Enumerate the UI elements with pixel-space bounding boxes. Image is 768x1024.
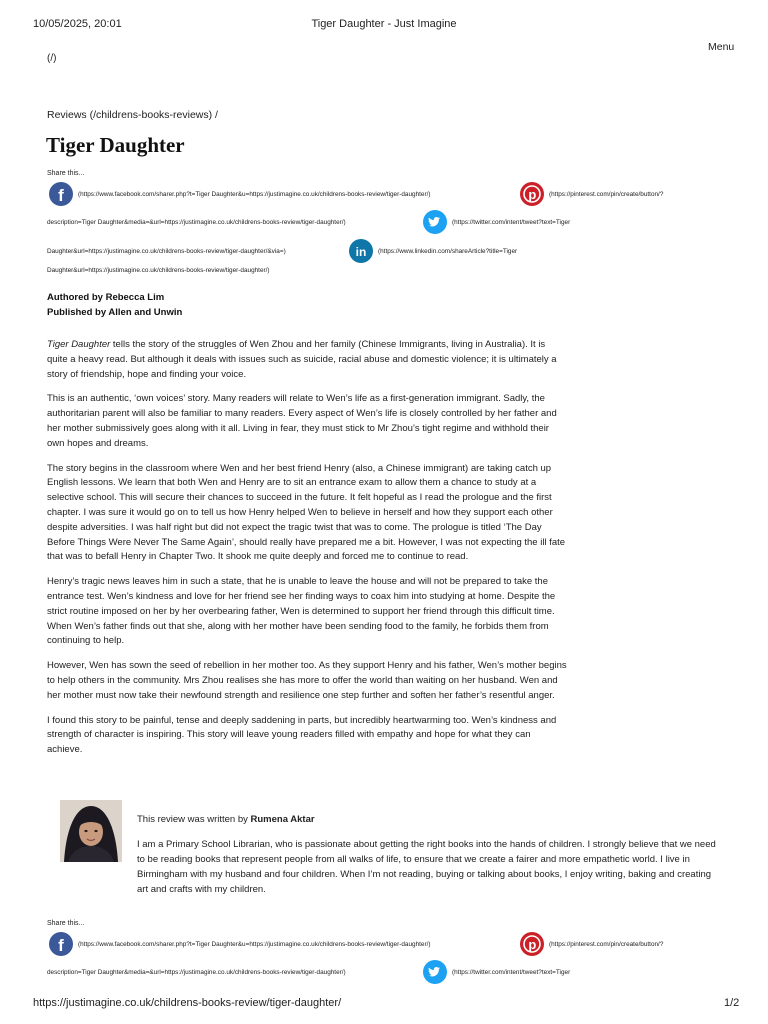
twitter-share-link[interactable]: (https://twitter.com/intent/tweet?text=Tiger xyxy=(452,219,571,226)
book-title-italic: Tiger Daughter xyxy=(47,339,111,350)
paragraph-2: This is an authentic, ‘own voices’ story. Many readers will relate to Wen’s life as a first-generation immigrant. Sadly, the authoritarian parent will also be familiar to many readers. Every aspect of Wen’s life is closely controlled by her father and her mother submissively goes along with it all. Living in fear, they must stick to Mr Zhou’s tight regime and withhold their own hopes and dreams. xyxy=(47,393,557,449)
paragraph-5: However, Wen has sown the seed of rebellion in her mother too. As they support Henry and his father, Wen’s mother begins to help others in the community. Mrs Zhou realises she has more to offer the world than waiting on her husband. Wen and her mother must now take their newfound strength and resilience one step further and soften her father’s resentful anger. xyxy=(47,660,567,701)
share-row-bottom-2 xyxy=(47,960,727,988)
reviewer-box xyxy=(60,800,720,900)
svg-text:p: p xyxy=(528,186,537,202)
facebook-share-link[interactable]: (https://www.facebook.com/sharer.php?t=Tiger Daughter&u=https://justimagine.co.uk/childrens-books-review/tiger-daughter/) xyxy=(78,191,431,198)
home-link[interactable]: (/) xyxy=(47,53,57,64)
pinterest-icon[interactable] xyxy=(520,182,544,206)
facebook-share-link[interactable]: (https://www.facebook.com/sharer.php?t=Tiger Daughter&u=https://justimagine.co.uk/childrens-books-review/tiger-daughter/) xyxy=(78,941,431,948)
paragraph-4: Henry’s tragic news leaves him in such a state, that he is unable to leave the house and will not be prepared to take the entrance test. Wen’s kindness and love for her friend see her finding ways to coax him into studying at home. Despite the strict routine imposed on her by her overbearing father, Wen is determined to support her friend through this difficult time. When Wen’s father finds out that she, along with her mother have been sending food to the family, he forbids them from continuing to help. xyxy=(47,576,556,647)
twitter-share-link-cont[interactable]: Daughter&url=https://justimagine.co.uk/childrens-books-review/tiger-daughter/&via=) xyxy=(47,248,286,255)
linkedin-share-link-cont[interactable]: Daughter&url=https://justimagine.co.uk/childrens-books-review/tiger-daughter/) xyxy=(47,267,270,274)
menu-link[interactable]: Menu xyxy=(708,41,735,53)
page-number: 1/2 xyxy=(724,997,740,1009)
paragraph-3: The story begins in the classroom where Wen and her best friend Henry (also, a Chinese immigrant) are taking catch up English lessons. We learn that both Wen and Henry are to sit an entrance exam to allow them a chance to study at a selective school. This will secure their chances to succeed in the future. It felt hopeful as I read the prologue and the first chapter. I was sure it would go on to tell us how Henry helped Wen to believe in herself and how they support each other despite adversities. I was half right but did not expect the tragic twist that was to come. The prologue is titled ‘The Day Before Things Were Never The Same Again’, should really have prepared me a bit. However, I was not expecting the ill fate that was to befall Henry in Chapter Two. It shook me quite deeply and forced me to continue to read. xyxy=(47,462,566,563)
svg-text:p: p xyxy=(528,936,537,952)
review-body xyxy=(47,338,567,768)
print-date: 10/05/2025, 20:01 xyxy=(33,18,122,30)
pinterest-share-link[interactable]: (https://pinterest.com/pin/create/button/? xyxy=(549,191,664,198)
page-title: Tiger Daughter xyxy=(46,133,185,157)
share-label-bottom: Share this... xyxy=(47,920,85,927)
avatar xyxy=(60,800,122,862)
svg-text:f: f xyxy=(58,936,64,955)
pinterest-icon[interactable] xyxy=(520,932,544,956)
pinterest-share-link[interactable]: (https://pinterest.com/pin/create/button/? xyxy=(549,941,664,948)
twitter-icon[interactable] xyxy=(423,210,447,234)
pinterest-share-link-cont[interactable]: description=Tiger Daughter&media=&url=https://justimagine.co.uk/childrens-books-review/tiger-daughter/) xyxy=(47,219,346,226)
twitter-share-link[interactable]: (https://twitter.com/intent/tweet?text=Tiger xyxy=(452,969,571,976)
share-row-4 xyxy=(47,258,727,286)
share-row-2 xyxy=(47,210,727,238)
reviewer-credit xyxy=(137,814,315,825)
pinterest-share-link-cont[interactable]: description=Tiger Daughter&media=&url=https://justimagine.co.uk/childrens-books-review/tiger-daughter/) xyxy=(47,969,346,976)
facebook-icon[interactable] xyxy=(49,932,73,956)
book-meta xyxy=(47,290,182,320)
svg-text:in: in xyxy=(355,245,367,259)
reviewer-credit-prefix: This review was written by xyxy=(137,814,251,825)
published-by: Published by Allen and Unwin xyxy=(47,307,183,318)
share-row-1 xyxy=(47,182,727,210)
share-label-top: Share this... xyxy=(47,170,85,177)
paragraph-1-text: tells the story of the struggles of Wen Zhou and her family (Chinese Immigrants, living in Australia). It is quite a heavy read. But although it deals with issues such as suicide, racial abuse and domestic violence; it is ultimately a story of friendship, hope and finding your voice. xyxy=(47,339,557,380)
authored-by: Authored by Rebecca Lim xyxy=(47,292,165,303)
reviewer-bio: I am a Primary School Librarian, who is passionate about getting the right books into the hands of children. I strongly believe that we need to be reading books that represent people from all walks of life, to ensure that we create a fairer and more empathetic world. I live in Birmingham with my husband and four children. When I’m not reading, buying or talking about books, I enjoy writing, baking and creating art and crafts with my children. xyxy=(137,839,716,895)
twitter-icon[interactable] xyxy=(423,960,447,984)
svg-text:f: f xyxy=(58,186,64,205)
reviewer-name: Rumena Aktar xyxy=(250,814,315,825)
breadcrumb[interactable]: Reviews (/childrens-books-reviews) / xyxy=(47,109,218,121)
paragraph-1 xyxy=(47,338,567,382)
share-row-bottom-1 xyxy=(47,932,727,960)
print-page-title: Tiger Daughter - Just Imagine xyxy=(311,18,457,30)
paragraph-6: I found this story to be painful, tense and deeply saddening in parts, but incredibly heartwarming too. Wen’s kindness and strength of character is inspiring. This story will leave young readers filled with empathy and hope for what they can achieve. xyxy=(47,714,557,756)
print-url: https://justimagine.co.uk/childrens-books-review/tiger-daughter/ xyxy=(33,997,342,1009)
linkedin-share-link[interactable]: (https://www.linkedin.com/shareArticle?title=Tiger xyxy=(378,248,518,255)
facebook-icon[interactable] xyxy=(49,182,73,206)
